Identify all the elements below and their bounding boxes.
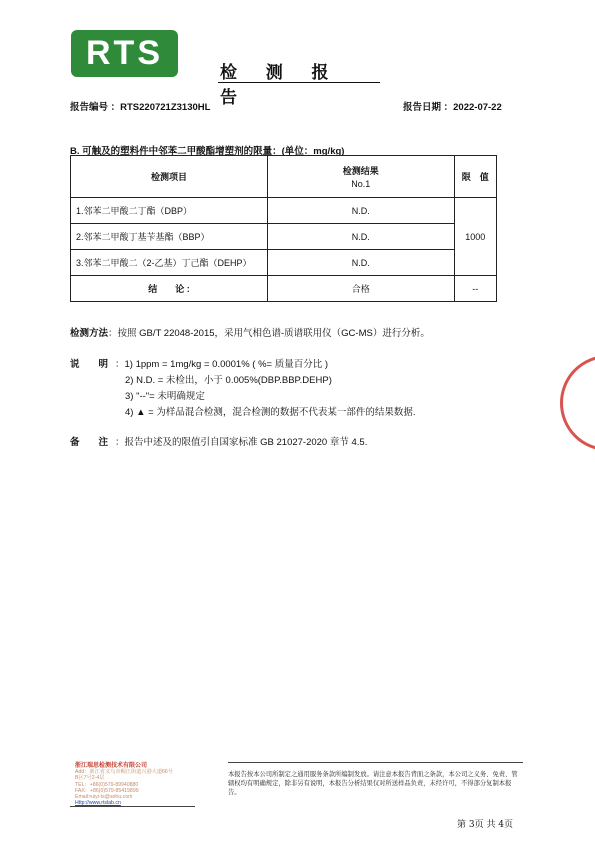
notes-label: 说 明	[70, 359, 109, 370]
row-result: N.D.	[268, 198, 455, 224]
company-contact-block	[75, 763, 195, 806]
header-result-label: 检测结果	[342, 166, 379, 176]
row-result: N.D.	[268, 250, 455, 276]
conclusion-row	[71, 276, 497, 302]
report-number-value: RTS220721Z3130HL	[120, 102, 211, 113]
report-title: 检 测 报 告	[220, 63, 341, 107]
section-title: B. 可触及的塑料件中邻苯二甲酸酯增塑剂的限量：(单位：mg/kg)	[70, 146, 345, 157]
page-number: 第 3页 共 4页	[457, 820, 514, 830]
header-result-sample: No.1	[351, 179, 371, 189]
conclusion-label: 结 论 :	[71, 276, 268, 302]
report-date-label: 报告日期 ：	[403, 102, 454, 113]
header-item: 检测项目	[71, 156, 268, 198]
table-row	[71, 250, 497, 276]
title-underline	[218, 82, 380, 83]
note-item: 4) ▲ = 为样品混合检测，混合检测的数据不代表某一部件的结果数据.	[125, 407, 416, 418]
company-name: 浙江瑞思检测技术有限公司	[75, 763, 148, 769]
footer-divider-right	[228, 762, 523, 763]
result-table	[70, 155, 497, 302]
remark-label: 备 注	[70, 437, 109, 448]
note-item: 3) "--"= 未明确规定	[125, 391, 205, 402]
header-result	[268, 156, 455, 198]
report-number-label: 报告编号 ：	[70, 102, 121, 113]
row-item: 2.邻苯二甲酸丁基苄基酯（BBP）	[71, 224, 268, 250]
test-method	[70, 325, 430, 339]
company-logo: RTS	[71, 30, 178, 77]
conclusion-limit: --	[454, 276, 496, 302]
table-row	[71, 198, 497, 224]
note-item: ：1) 1ppm = 1mg/kg = 0.0001% ( %= 质量百分比 )	[115, 359, 329, 370]
header-limit: 限 值	[454, 156, 496, 198]
report-number	[70, 99, 210, 113]
limit-value: 1000	[454, 198, 496, 276]
row-result: N.D.	[268, 224, 455, 250]
company-email: Email:ruiyi-ts@sohu.com	[75, 794, 133, 801]
official-seal-stamp	[560, 355, 595, 451]
remark-text: ：报告中述及的限值引自国家标准 GB 21027-2020 章节 4.5.	[115, 437, 368, 448]
company-tel: TEL：+86(0)579-89940880	[75, 781, 139, 788]
footer-disclaimer: 本报告按本公司所制定之通用服务条款所编制发放。请注意本报告背面之条款，本公司之义务、免责、管辖权均有明确规定，除非另有说明，本报告分析结果仅对所送样品负责，未经许可，不得部分复制本报告。	[228, 771, 518, 796]
company-fax: FAX：+86(0)579-85419899	[75, 787, 139, 794]
report-date-value: 2022-07-22	[453, 102, 502, 113]
conclusion-value: 合格	[268, 276, 455, 302]
company-website-link[interactable]: Http://www.rtslab.cn	[75, 800, 121, 807]
company-address: Add：浙江省义乌市稠江街道兴港大道66号	[75, 769, 174, 776]
test-method-label: 检测方法	[70, 328, 109, 339]
row-item: 3.邻苯二甲酸二（2-乙基）丁己酯（DEHP）	[71, 250, 268, 276]
footer-divider-left	[70, 806, 195, 807]
row-item: 1.邻苯二甲酸二丁酯（DBP）	[71, 198, 268, 224]
note-item: 2) N.D. = 未检出，小于 0.005%(DBP.BBP.DEHP)	[125, 375, 332, 386]
company-address-2: B区7号2-4层	[75, 775, 105, 782]
report-date	[403, 99, 502, 113]
table-header-row	[71, 156, 497, 198]
test-method-text: ：按照 GB/T 22048-2015，采用气相色谱-质谱联用仪（GC-MS）进行分析。	[108, 328, 430, 339]
table-row	[71, 224, 497, 250]
